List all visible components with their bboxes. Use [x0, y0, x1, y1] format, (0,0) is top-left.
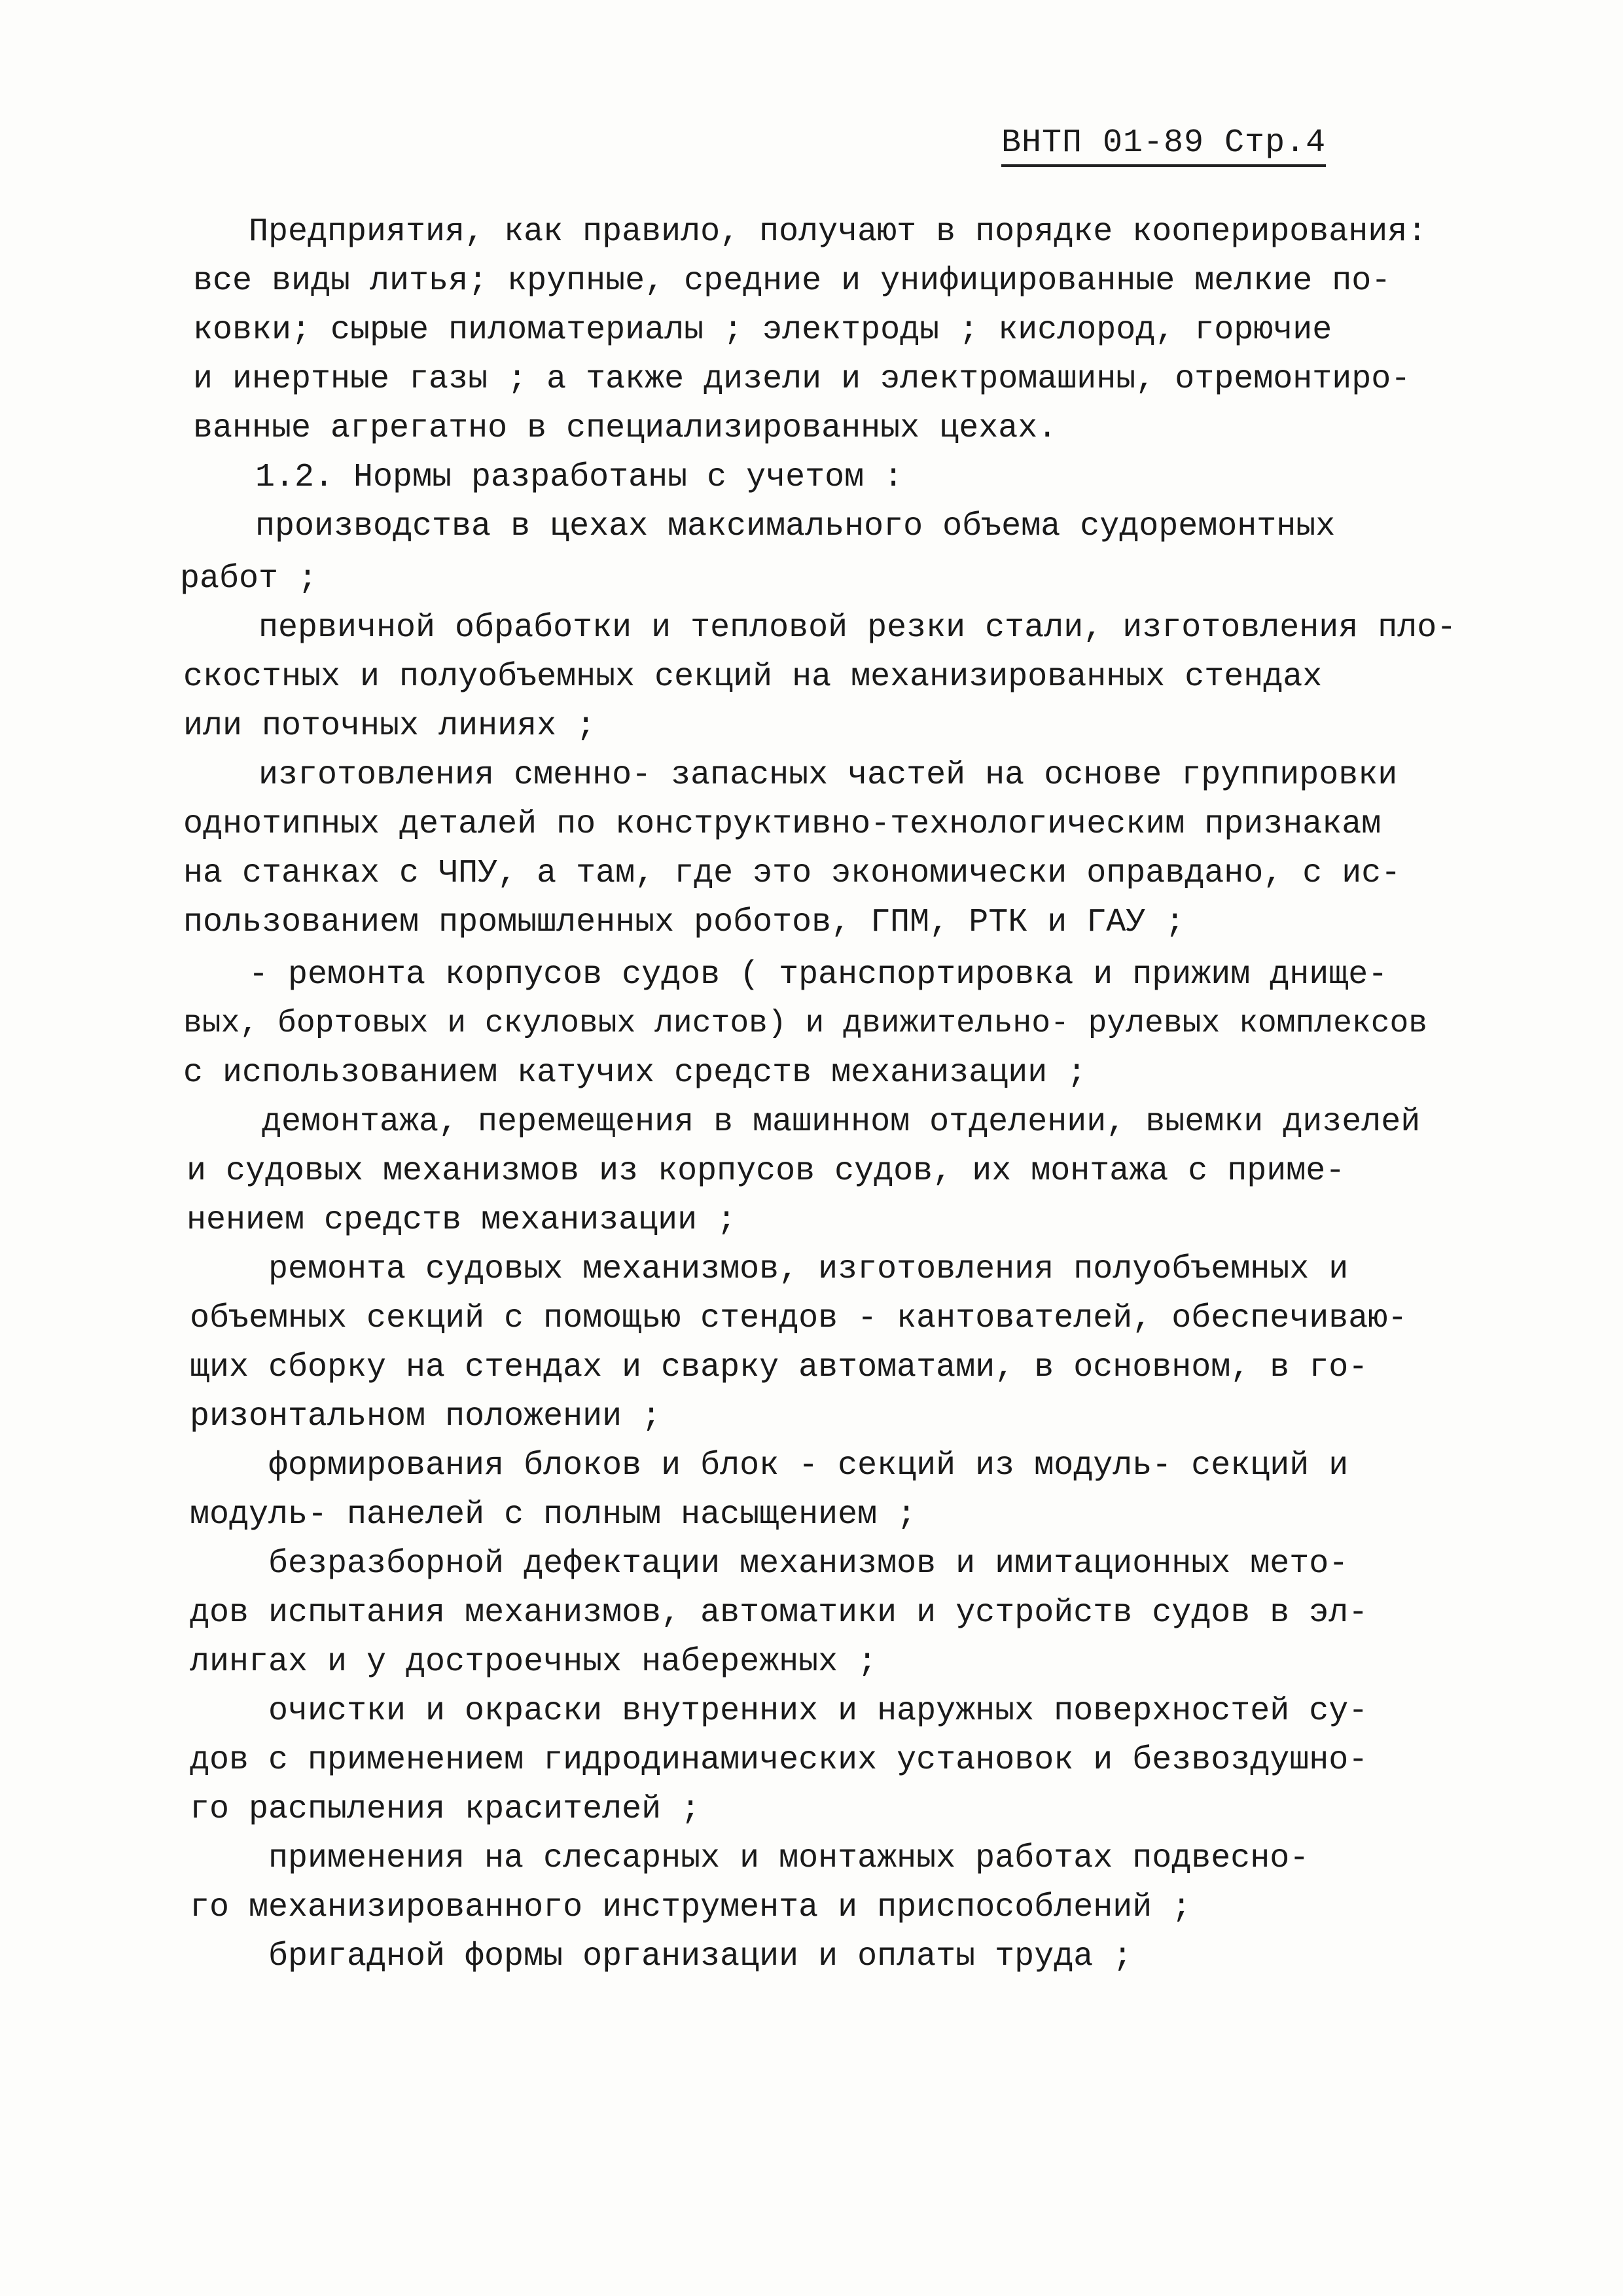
- text-line: вых, бортовых и скуловых листов) и движительно- рулевых комплексов: [183, 1006, 1428, 1041]
- text-line: безразборной дефектации механизмов и имитационных мето-: [268, 1545, 1349, 1583]
- text-line: 1.2. Нормы разработаны с учетом :: [255, 459, 904, 496]
- text-line: Предприятия, как правило, получают в порядке кооперирования:: [249, 213, 1427, 251]
- text-line: модуль- панелей с полным насыщением ;: [190, 1496, 917, 1534]
- text-line: - ремонта корпусов судов ( транспортировка и прижим днище-: [249, 956, 1388, 994]
- text-line: с использованием катучих средств механизации ;: [183, 1054, 1087, 1092]
- text-line: ремонта судовых механизмов, изготовления полуобъемных и: [268, 1251, 1349, 1288]
- text-line: на станках с ЧПУ, а там, где это экономически оправдано, с ис-: [183, 855, 1401, 892]
- text-line: изготовления сменно- запасных частей на основе группировки: [259, 757, 1398, 794]
- text-line: щих сборку на стендах и сварку автоматами, в основном, в го-: [190, 1349, 1368, 1386]
- text-line: и инертные газы ; а также дизели и электромашины, отремонтиро-: [193, 361, 1411, 398]
- text-line: лингах и у достроечных набережных ;: [190, 1643, 878, 1681]
- text-line: очистки и окраски внутренних и наружных поверхностей су-: [268, 1693, 1368, 1730]
- text-line: дов с применением гидродинамических установок и безвоздушно-: [190, 1742, 1368, 1779]
- text-line: го распыления красителей ;: [190, 1791, 701, 1828]
- text-line: применения на слесарных и монтажных работах подвесно-: [268, 1840, 1310, 1877]
- text-line: пользованием промышленных роботов, ГПМ, РТК и ГАУ ;: [183, 904, 1185, 941]
- text-line: все виды литья; крупные, средние и унифицированные мелкие по-: [193, 262, 1391, 300]
- text-line: или поточных линиях ;: [183, 708, 596, 745]
- text-line: первичной обработки и тепловой резки стали, изготовления пло-: [259, 609, 1457, 647]
- text-line: формирования блоков и блок - секций из модуль- секций и: [268, 1447, 1349, 1484]
- text-line: бригадной формы организации и оплаты труда ;: [268, 1938, 1133, 1975]
- text-line: работ ;: [180, 560, 318, 598]
- text-line: ковки; сырые пиломатериалы ; электроды ; кислород, горючие: [193, 312, 1332, 349]
- text-line: ризонтальном положении ;: [190, 1398, 662, 1435]
- text-line: ванные агрегатно в специализированных цехах.: [193, 410, 1058, 447]
- text-line: го механизированного инструмента и приспособлений ;: [190, 1889, 1192, 1926]
- text-line: дов испытания механизмов, автоматики и устройств судов в эл-: [190, 1594, 1368, 1632]
- text-line: однотипных деталей по конструктивно-технологическим признакам: [183, 806, 1382, 843]
- text-line: демонтажа, перемещения в машинном отделении, выемки дизелей: [262, 1103, 1421, 1141]
- text-line: производства в цехах максимального объема судоремонтных: [255, 508, 1336, 545]
- text-line: объемных секций с помощью стендов - кантователей, обеспечиваю-: [190, 1300, 1408, 1337]
- text-line: нением средств механизации ;: [187, 1202, 737, 1239]
- text-line: скостных и полуобъемных секций на механизированных стендах: [183, 658, 1323, 696]
- page-header-code: ВНТП 01-89 Стр.4: [1001, 124, 1326, 167]
- text-line: и судовых механизмов из корпусов судов, их монтажа с приме-: [187, 1153, 1346, 1190]
